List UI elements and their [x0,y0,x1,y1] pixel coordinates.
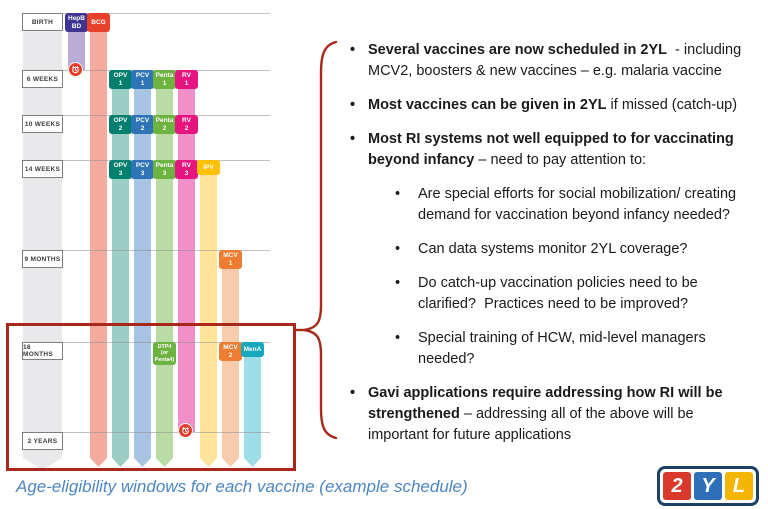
dose-label-mena: MenA [241,342,264,357]
annotation-brace [290,33,350,445]
dose-label-penta1: Penta 1 [153,70,176,89]
bullet-marker: • [350,97,356,113]
bullet-marker: • [350,385,356,401]
dose-label-mcv1: MCV 1 [219,250,242,269]
logo-letter-y: Y [694,472,722,500]
dose-label-hepb-bd: HepB BD [65,13,88,32]
dose-label-dtp4: DTP4 (or Penta4) [153,342,176,365]
dose-label-opv1: OPV 1 [109,70,132,89]
dose-label-opv3: OPV 3 [109,160,132,179]
dose-label-pcv1: PCV 1 [131,70,154,89]
bullet-marker: • [350,131,356,147]
dose-label-mcv2: MCV 2 [219,342,242,361]
bullet-marker: • [395,330,401,346]
bullet-marker: • [395,241,401,257]
sub-bullet-text: Do catch-up vaccination policies need to be clarified? Practices need to be improved? [418,275,702,312]
dose-label-pcv3: PCV 3 [131,160,154,179]
deadline-clock-icon [68,62,83,77]
dose-label-rv1: RV 1 [175,70,198,89]
dose-label-penta2: Penta 2 [153,115,176,134]
bullet-text: Gavi applications require addressing how RI will be strengthened – addressing all of the above will be important for future applications [368,385,727,443]
bullet-item-catch-up [343,95,755,116]
bullet-marker: • [395,186,401,202]
logo-letter-l: L [725,472,753,500]
sub-bullet-text: Special training of HCW, mid-level managers needed? [418,330,710,367]
dose-label-ipv: IPV [197,160,220,175]
dose-label-rv3: RV 3 [175,160,198,179]
bullet-item-gavi-applications [343,383,755,446]
2yl-highlight-box [6,323,296,471]
age-label-9months: 9 MONTHS [22,250,63,268]
sub-bullet-text: Are special efforts for social mobilization/ creating demand for vaccination beyond infancy needed? [418,186,741,223]
age-label-14weeks: 14 WEEKS [22,160,63,178]
2yl-logo [657,466,759,506]
age-label-10weeks: 10 WEEKS [22,115,63,133]
dose-label-pcv2: PCV 2 [131,115,154,134]
dose-label-bcg: BCG [87,13,110,32]
dose-label-penta3: Penta 3 [153,160,176,179]
bullet-item-ri-systems [343,129,755,171]
logo-letter-2: 2 [663,472,691,500]
dose-label-rv2: RV 2 [175,115,198,134]
bullet-marker: • [395,275,401,291]
sub-bullet-catch-up-policies [343,273,755,315]
vaccine-schedule-chart [0,0,330,509]
bullet-item-scheduled-2yl [343,40,755,82]
sub-bullet-data-systems [343,239,755,260]
bullet-marker: • [350,42,356,58]
bullet-text: Most RI systems not well equipped to for vaccinating beyond infancy – need to pay attention to: [368,131,738,168]
sub-bullet-social-mobilization [343,184,755,226]
age-label-18months: 18 MONTHS [22,342,63,360]
sub-bullet-hcw-training [343,328,755,370]
bullet-list [343,40,755,446]
sub-bullet-text: Can data systems monitor 2YL coverage? [418,241,688,257]
age-label-2years: 2 YEARS [22,432,63,450]
bullet-text: Most vaccines can be given in 2YL if missed (catch-up) [368,97,738,113]
age-label-birth: BIRTH [22,13,63,31]
figure-caption: Age-eligibility windows for each vaccine (example schedule) [16,477,468,496]
age-label-6weeks: 6 WEEKS [22,70,63,88]
dose-label-opv2: OPV 2 [109,115,132,134]
bullet-text: Several vaccines are now scheduled in 2YL - including MCV2, boosters & new vaccines – e.g. malaria vaccine [368,42,746,79]
